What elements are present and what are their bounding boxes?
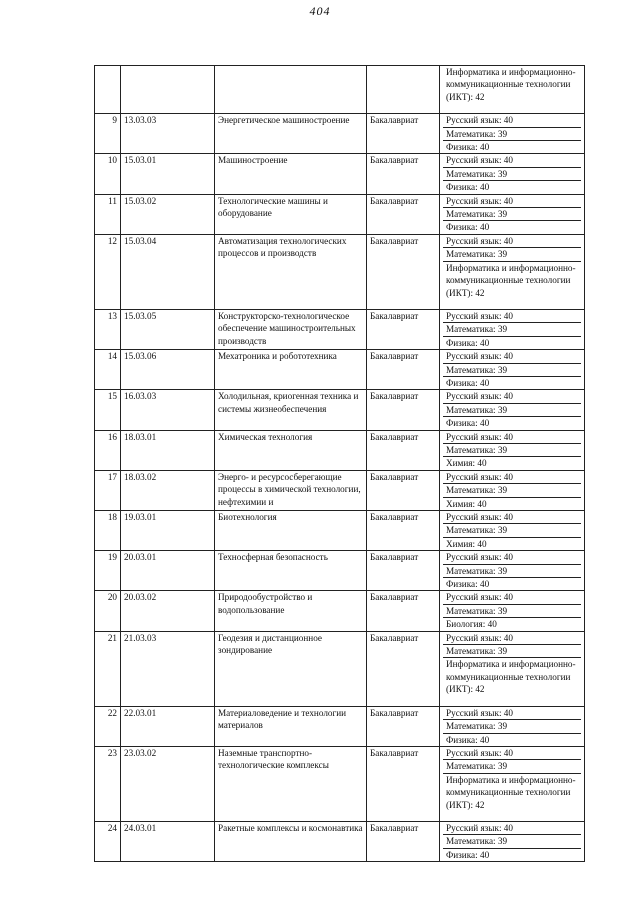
education-level: Бакалавриат (367, 309, 440, 349)
exam-subject: Физика: 40 (443, 336, 581, 349)
program-code: 24.03.01 (121, 821, 215, 861)
row-number: 10 (95, 154, 121, 194)
row-number: 13 (95, 309, 121, 349)
exam-subject: Математика: 39 (443, 443, 581, 456)
row-number: 21 (95, 631, 121, 706)
program-name (215, 66, 367, 114)
row-number: 20 (95, 591, 121, 631)
education-level: Бакалавриат (367, 591, 440, 631)
programs-table-body (95, 66, 585, 862)
table-row (95, 631, 585, 706)
exam-subjects (440, 746, 585, 821)
program-name: Конструкторско-технологическое обеспечение машиностроительных производств (215, 309, 367, 349)
exam-subject: Информатика и информационно-коммуникационные технологии (ИКТ): 42 (443, 657, 581, 695)
exam-subjects (440, 821, 585, 861)
exam-subject: Русский язык: 40 (446, 431, 513, 442)
table-row (95, 390, 585, 430)
exam-subjects (440, 591, 585, 631)
table-row (95, 309, 585, 349)
education-level: Бакалавриат (367, 821, 440, 861)
row-number: 18 (95, 511, 121, 551)
exam-subject: Математика: 39 (443, 483, 581, 496)
exam-subject: Химия: 40 (443, 537, 581, 550)
exam-subject: Информатика и информационно-коммуникационные технологии (ИКТ): 42 (446, 67, 576, 102)
exam-subject: Русский язык: 40 (446, 235, 513, 246)
program-name: Энерго- и ресурсосберегающие процессы в химической технологии, нефтехимии и (215, 470, 367, 510)
exam-subjects (440, 114, 585, 154)
exam-subjects (440, 350, 585, 390)
exam-subject: Русский язык: 40 (446, 552, 513, 563)
education-level: Бакалавриат (367, 430, 440, 470)
education-level: Бакалавриат (367, 470, 440, 510)
table-row (95, 821, 585, 861)
exam-subject: Математика: 39 (443, 167, 581, 180)
education-level: Бакалавриат (367, 706, 440, 746)
exam-subject: Математика: 39 (443, 564, 581, 577)
program-name: Геодезия и дистанционное зондирование (215, 631, 367, 706)
row-number: 15 (95, 390, 121, 430)
program-name: Машиностроение (215, 154, 367, 194)
program-name: Автоматизация технологических процессов и производств (215, 234, 367, 309)
program-code: 15.03.01 (121, 154, 215, 194)
exam-subject: Русский язык: 40 (446, 747, 513, 758)
program-name: Биотехнология (215, 511, 367, 551)
cell-spacer (443, 696, 581, 706)
table-row (95, 154, 585, 194)
cell-spacer (443, 103, 581, 113)
exam-subject: Математика: 39 (443, 523, 581, 536)
exam-subject: Русский язык: 40 (446, 310, 513, 321)
table-row (95, 470, 585, 510)
cell-spacer (443, 299, 581, 309)
program-code: 20.03.02 (121, 591, 215, 631)
row-number (95, 66, 121, 114)
program-name: Химическая технология (215, 430, 367, 470)
program-name: Энергетическое машиностроение (215, 114, 367, 154)
exam-subjects (440, 390, 585, 430)
exam-subject: Русский язык: 40 (446, 707, 513, 718)
exam-subject: Математика: 39 (443, 604, 581, 617)
program-code (121, 66, 215, 114)
education-level: Бакалавриат (367, 234, 440, 309)
exam-subject: Информатика и информационно-коммуникационные технологии (ИКТ): 42 (443, 261, 581, 299)
exam-subject: Биология: 40 (443, 617, 581, 630)
table-row (95, 114, 585, 154)
row-number: 17 (95, 470, 121, 510)
exam-subject: Химия: 40 (443, 456, 581, 469)
exam-subject: Русский язык: 40 (446, 632, 513, 643)
exam-subject: Математика: 39 (443, 322, 581, 335)
row-number: 24 (95, 821, 121, 861)
exam-subject: Физика: 40 (443, 577, 581, 590)
table-row (95, 746, 585, 821)
exam-subject: Физика: 40 (443, 376, 581, 389)
exam-subjects (440, 194, 585, 234)
exam-subject: Информатика и информационно-коммуникационные технологии (ИКТ): 42 (443, 773, 581, 811)
education-level: Бакалавриат (367, 631, 440, 706)
education-level: Бакалавриат (367, 746, 440, 821)
program-name: Природообустройство и водопользование (215, 591, 367, 631)
row-number: 12 (95, 234, 121, 309)
row-number: 14 (95, 350, 121, 390)
program-code: 13.03.03 (121, 114, 215, 154)
education-level: Бакалавриат (367, 511, 440, 551)
table-row (95, 234, 585, 309)
exam-subject: Русский язык: 40 (446, 471, 513, 482)
exam-subject: Математика: 39 (443, 363, 581, 376)
exam-subject: Химия: 40 (443, 497, 581, 510)
table-row (95, 706, 585, 746)
exam-subject: Математика: 39 (443, 127, 581, 140)
exam-subject: Русский язык: 40 (446, 115, 513, 126)
row-number: 11 (95, 194, 121, 234)
exam-subjects (440, 551, 585, 591)
program-code: 16.03.03 (121, 390, 215, 430)
exam-subject: Физика: 40 (443, 733, 581, 746)
exam-subjects (440, 154, 585, 194)
program-code: 18.03.01 (121, 430, 215, 470)
program-code: 18.03.02 (121, 470, 215, 510)
exam-subjects (440, 511, 585, 551)
row-number: 19 (95, 551, 121, 591)
program-code: 15.03.06 (121, 350, 215, 390)
exam-subjects (440, 66, 585, 114)
exam-subjects (440, 631, 585, 706)
table-row (95, 194, 585, 234)
exam-subject: Математика: 39 (443, 207, 581, 220)
exam-subject: Математика: 39 (443, 719, 581, 732)
exam-subjects (440, 234, 585, 309)
exam-subjects (440, 470, 585, 510)
program-name: Наземные транспортно-технологические комплексы (215, 746, 367, 821)
education-level: Бакалавриат (367, 350, 440, 390)
row-number: 16 (95, 430, 121, 470)
exam-subjects (440, 430, 585, 470)
exam-subject: Математика: 39 (443, 403, 581, 416)
exam-subject: Русский язык: 40 (446, 592, 513, 603)
program-code: 20.03.01 (121, 551, 215, 591)
education-level: Бакалавриат (367, 114, 440, 154)
education-level: Бакалавриат (367, 551, 440, 591)
page-number: 404 (309, 4, 331, 18)
table-row (95, 350, 585, 390)
cell-spacer (443, 811, 581, 821)
exam-subjects (440, 706, 585, 746)
exam-subject: Русский язык: 40 (446, 512, 513, 522)
row-number: 23 (95, 746, 121, 821)
program-name: Техносферная безопасность (215, 551, 367, 591)
table-row (95, 511, 585, 551)
education-level: Бакалавриат (367, 194, 440, 234)
exam-subject: Русский язык: 40 (446, 391, 513, 402)
exam-subject: Физика: 40 (443, 140, 581, 153)
table-row (95, 66, 585, 114)
program-code: 21.03.03 (121, 631, 215, 706)
exam-subject: Физика: 40 (443, 848, 581, 861)
exam-subject: Математика: 39 (443, 834, 581, 847)
program-name: Холодильная, криогенная техника и системы жизнеобеспечения (215, 390, 367, 430)
exam-subject: Физика: 40 (443, 220, 581, 233)
exam-subject: Русский язык: 40 (446, 195, 513, 206)
exam-subject: Математика: 39 (443, 644, 581, 657)
program-name: Материаловедение и технологии материалов (215, 706, 367, 746)
exam-subject: Математика: 39 (443, 759, 581, 772)
program-code: 15.03.04 (121, 234, 215, 309)
exam-subject: Русский язык: 40 (446, 822, 513, 833)
program-code: 19.03.01 (121, 511, 215, 551)
row-number: 9 (95, 114, 121, 154)
program-code: 23.03.02 (121, 746, 215, 821)
exam-subject: Математика: 39 (443, 247, 581, 260)
table-row (95, 430, 585, 470)
row-number: 22 (95, 706, 121, 746)
education-level: Бакалавриат (367, 390, 440, 430)
programs-table (94, 65, 585, 862)
program-name: Мехатроника и робототехника (215, 350, 367, 390)
education-level: Бакалавриат (367, 154, 440, 194)
exam-subject: Физика: 40 (443, 180, 581, 193)
exam-subject: Физика: 40 (443, 416, 581, 429)
program-code: 22.03.01 (121, 706, 215, 746)
table-row (95, 551, 585, 591)
program-code: 15.03.02 (121, 194, 215, 234)
program-name: Технологические машины и оборудование (215, 194, 367, 234)
program-code: 15.03.05 (121, 309, 215, 349)
exam-subject: Русский язык: 40 (446, 155, 513, 166)
table-row (95, 591, 585, 631)
exam-subject: Русский язык: 40 (446, 351, 513, 362)
program-name: Ракетные комплексы и космонавтика (215, 821, 367, 861)
education-level (367, 66, 440, 114)
exam-subjects (440, 309, 585, 349)
